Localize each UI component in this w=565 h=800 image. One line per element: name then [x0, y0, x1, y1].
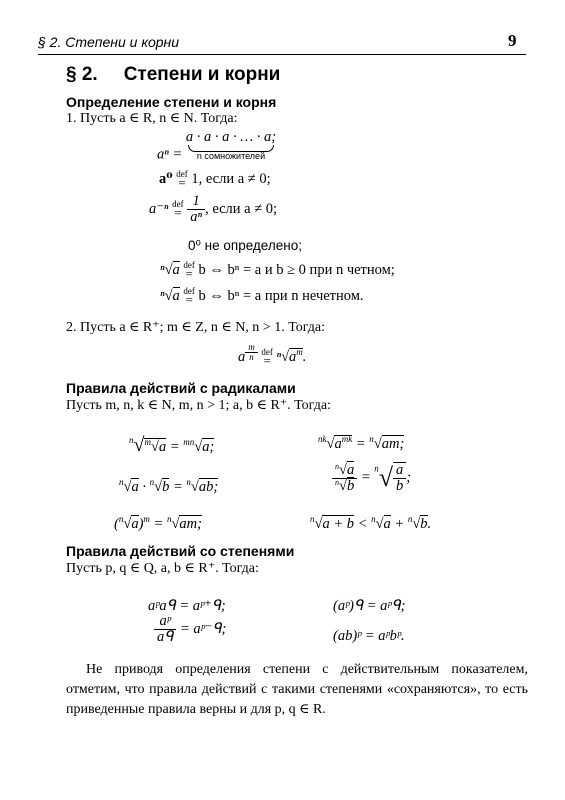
- radical-rule-3: $^n$√a · $^n$√b = $^n$√ab;: [119, 477, 219, 495]
- def-symbol: def =: [183, 260, 195, 282]
- formula-zero-rhs: 1, если a ≠ 0;: [191, 171, 271, 187]
- section-title: [66, 64, 280, 86]
- def-symbol: def =: [261, 346, 273, 368]
- formula-rational-power: a $^{\frac{m}{n}}$ def = $^n√a^m$.: [238, 342, 307, 368]
- header-rule: [38, 54, 526, 55]
- radical-rule-6: $^n$√a + b < $^n$√a + $^n$√b.: [310, 514, 432, 532]
- formula-power-lhs: aⁿ =: [157, 146, 183, 163]
- formula-root-odd-rhs: b ⇔ bⁿ = a при n нечетном.: [198, 288, 364, 305]
- definitions-heading: Определение степени и корня: [66, 94, 277, 110]
- def-symbol: def =: [176, 168, 188, 191]
- definitions-item-1: 1. Пусть a ∈ R, n ∈ N. Тогда:: [66, 111, 238, 126]
- formula-undefined: 0⁰ не определено;: [188, 238, 302, 253]
- running-header: § 2. Степени и корни: [38, 34, 180, 50]
- definitions-item-2: 2. Пусть a ∈ R⁺; m ∈ Z, n ∈ N, n > 1. Тогда:: [66, 320, 325, 335]
- def-symbol: def =: [183, 286, 195, 308]
- formula-root-even-rhs: b ⇔ bⁿ = a и b ≥ 0 при n четном;: [198, 262, 395, 279]
- power-rule-3: $\frac{\text{aᵖ}}{\text{aᑫ}}$ = aᵖ⁻ᑫ;: [154, 614, 226, 645]
- formula-power-rhs: a · a · a · … · a;: [185, 129, 277, 145]
- formula-power: [157, 130, 276, 164]
- power-rule-2: (aᵖ)ᑫ = aᵖᑫ;: [333, 598, 406, 614]
- formula-negative-lhs: a⁻ⁿ: [149, 201, 169, 218]
- power-rule-4: (ab)ᵖ = aᵖbᵖ.: [333, 628, 405, 644]
- closing-paragraph: Не приводя определения степени с действительным показателем, отметим, что правила действий с такими степенями «сохраняются», то есть приведенные правила верны и для p, q ∈ R.: [66, 662, 528, 717]
- radical-rule-5: $(^n√a)^m = ^n√am$;: [114, 514, 202, 532]
- formula-negative-tail: , если a ≠ 0;: [205, 201, 278, 218]
- fraction: $\frac{1}{\text{aⁿ}}$: [187, 194, 205, 225]
- underbrace-caption: n сомножителей: [196, 150, 266, 161]
- radicals-intro: Пусть m, n, k ∈ N, m, n > 1; a, b ∈ R⁺. Тогда:: [66, 398, 331, 413]
- formula-zero-lhs: a⁰: [159, 171, 173, 187]
- radicals-heading: Правила действий с радикалами: [66, 380, 296, 396]
- formula-root-odd: ⁿ√a def = b ⇔ bⁿ = a при n нечетном.: [160, 286, 364, 308]
- underbrace: [186, 130, 276, 161]
- section-number: § 2.: [66, 64, 98, 85]
- formula-negative: [149, 194, 277, 225]
- powers-heading: Правила действий со степенями: [66, 543, 295, 559]
- radical-rule-1: $^n$√$^m$√a = $^{mn}$√a;: [129, 434, 215, 456]
- page-number: 9: [508, 31, 517, 50]
- radical-rule-4: $\frac{^n√a}{^n√b}$ = $^n$√ $\frac{a}{b}$ ;: [332, 462, 411, 494]
- powers-intro: Пусть p, q ∈ Q, a, b ∈ R⁺. Тогда:: [66, 561, 259, 576]
- power-rule-1: aᵖaᑫ = aᵖ⁺ᑫ;: [148, 598, 226, 614]
- section-title-text: Степени и корни: [123, 64, 281, 85]
- formula-root-even: ⁿ√a def = b ⇔ bⁿ = a и b ≥ 0 при n четном;: [160, 260, 395, 282]
- formula-zero: [159, 168, 271, 191]
- radical-rule-2: $^{nk}√a^{mk} = ^n√am$;: [318, 434, 405, 452]
- def-symbol: def =: [172, 198, 184, 221]
